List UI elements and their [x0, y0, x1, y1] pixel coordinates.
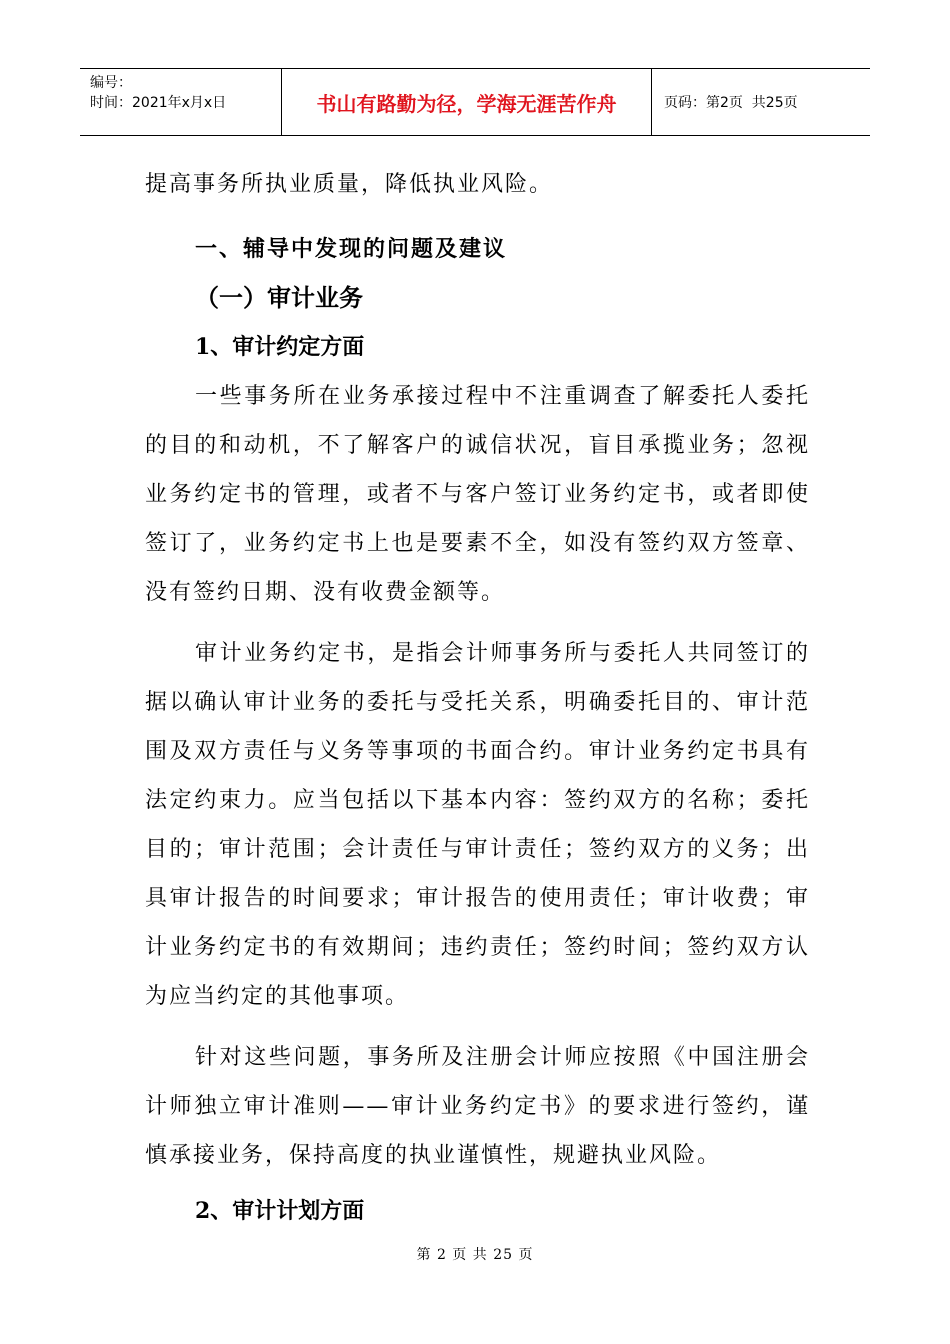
- paragraph-1: 一些事务所在业务承接过程中不注重调查了解委托人委托的目的和动机，不了解客户的诚信状况，盲目承揽业务；忽视业务约定书的管理，或者不与客户签订业务约定书，或者即使签订了，业务约定书上也是要素不全，如没有签约双方签章、没有签约日期、没有收费金额等。: [145, 384, 810, 605]
- header-meta: [80, 69, 282, 135]
- page-code-text: 页码：第2页 共25页: [664, 95, 798, 111]
- time-label: 时间：2021年x月x日: [90, 95, 227, 111]
- paragraph-3: 针对这些问题，事务所及注册会计师应按照《中国注册会计师独立审计准则——审计业务约定书》的要求进行签约，谨慎承接业务，保持高度的执业谨慎性，规避执业风险。: [145, 1045, 810, 1168]
- header-page-code: [652, 69, 870, 135]
- number-label: 编号：: [90, 75, 132, 91]
- page-footer: 第 2 页 共 25 页: [416, 1247, 534, 1263]
- document-body: [145, 160, 810, 1236]
- section-heading: 一、辅导中发现的问题及建议: [195, 237, 508, 262]
- header-motto: 书山有路勤为径，学海无涯苦作舟: [282, 69, 652, 135]
- continuation-line: 提高事务所执业质量，降低执业风险。: [145, 172, 554, 197]
- paragraph-2: 审计业务约定书，是指会计师事务所与委托人共同签订的据以确认审计业务的委托与受托关系，明确委托目的、审计范围及双方责任与义务等事项的书面合约。审计业务约定书具有法定约束力。应当包括以下基本内容：签约双方的名称；委托目的；审计范围；会计责任与审计责任；签约双方的义务；出具审计报告的时间要求；审计报告的使用责任；审计收费；审计业务约定书的有效期间；违约责任；签约时间；签约双方认为应当约定的其他事项。: [145, 641, 810, 1009]
- item-heading-1: 1、审计约定方面: [195, 334, 365, 360]
- item-heading-2: 2、审计计划方面: [195, 1198, 365, 1224]
- document-header: [80, 68, 870, 136]
- subsection-heading: （一）审计业务: [195, 284, 363, 312]
